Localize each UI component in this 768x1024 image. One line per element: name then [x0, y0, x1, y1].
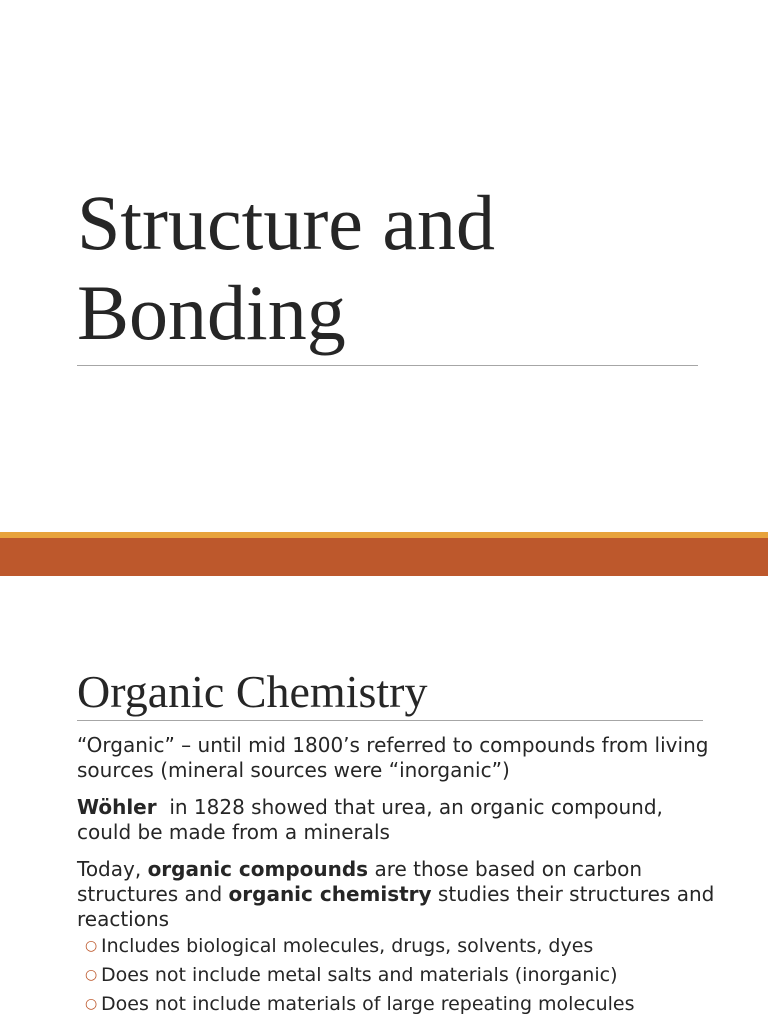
- content-slide: [0, 576, 768, 1024]
- today-bold-b: organic chemistry: [228, 882, 432, 906]
- today-bold-a: organic compounds: [147, 857, 369, 881]
- bullet-circle-icon: ○: [85, 938, 98, 954]
- slide-body: [77, 733, 721, 1021]
- today-text-b: are those based on carbon structures and: [77, 857, 649, 906]
- title-divider: [77, 365, 698, 366]
- list-item: [77, 934, 717, 958]
- today-text-a: Today,: [77, 857, 148, 881]
- title-line-2: Bonding: [77, 269, 346, 356]
- paragraph-today: [77, 857, 721, 932]
- list-item: [77, 992, 717, 1016]
- slide-heading: Organic Chemistry: [77, 666, 428, 717]
- paragraph-organic-definition: “Organic” – until mid 1800’s referred to compounds from living sources (mineral sources were “inorganic”): [77, 733, 709, 782]
- list-item: [77, 963, 717, 987]
- today-text-c: studies their structures and reactions: [77, 882, 721, 931]
- wohler-text: in 1828 showed that urea, an organic compound, could be made from a minerals: [77, 795, 670, 844]
- title-line-1: Structure and: [77, 179, 496, 266]
- bullet-circle-icon: ○: [85, 996, 98, 1012]
- paragraph-wohler: [77, 795, 717, 845]
- bullet-text: Does not include materials of large repeating molecules: [101, 993, 635, 1015]
- slide-title: [77, 178, 717, 358]
- heading-divider: [77, 720, 703, 721]
- accent-band: [0, 538, 768, 576]
- bullet-circle-icon: ○: [85, 967, 98, 983]
- bullet-list: [77, 934, 717, 1016]
- wohler-name: Wöhler: [77, 795, 157, 819]
- bullet-text: Includes biological molecules, drugs, solvents, dyes: [101, 935, 594, 957]
- bullet-text: Does not include metal salts and materials (inorganic): [101, 964, 618, 986]
